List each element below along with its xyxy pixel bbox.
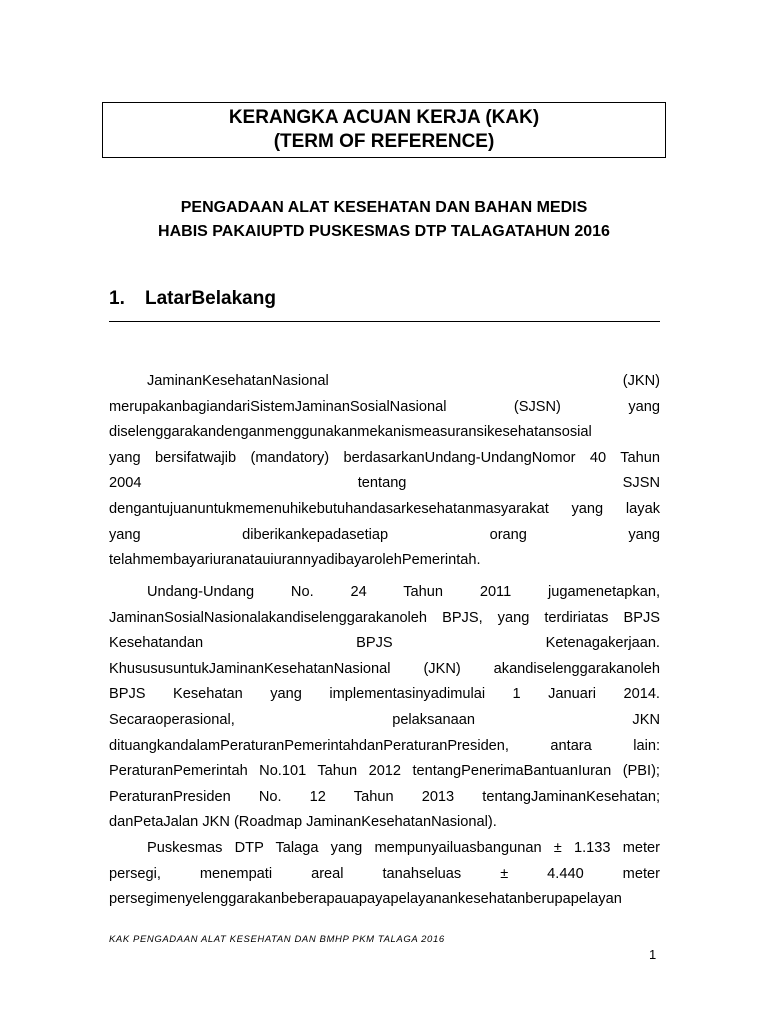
document-title-line-2: (TERM OF REFERENCE): [273, 131, 495, 152]
subtitle-line-1: PENGADAAN ALAT KESEHATAN DAN BAHAN MEDIS: [180, 199, 588, 216]
paragraph-line: persegi, menempati areal tanahseluas ± 4.440 meter: [109, 865, 660, 882]
paragraph-line: PeraturanPresiden No. 12 Tahun 2013 tentangJaminanKesehatan;: [109, 788, 660, 805]
paragraph-line: KhusususuntukJaminanKesehatanNasional (JKN) akandiselenggarakanoleh: [109, 660, 660, 677]
paragraph-line: telahmembayariuranatauiurannyadibayarolehPemerintah.: [109, 552, 481, 569]
paragraph-line: Undang-Undang No. 24 Tahun 2011 jugamenetapkan,: [147, 584, 660, 600]
footer-text: KAK PENGADAAN ALAT KESEHATAN DAN BMHP PKM TALAGA 2016: [109, 934, 445, 945]
paragraph-line: Secaraoperasional, pelaksanaan JKN: [109, 711, 660, 728]
section-title: LatarBelakang: [145, 288, 276, 309]
paragraph-line: danPetaJalan JKN (Roadmap JaminanKesehatanNasional).: [109, 814, 497, 831]
paragraph-line: Puskesmas DTP Talaga yang mempunyailuasbangunan ± 1.133 meter: [147, 839, 660, 856]
paragraph-line: dengantujuanuntukmemenuhikebutuhandasarkesehatanmasyarakat yang layak: [109, 500, 660, 517]
paragraph-line: JaminanKesehatanNasional (JKN): [147, 373, 660, 389]
paragraph-line: 2004 tentang SJSN: [109, 475, 660, 492]
document-title-box: [102, 102, 666, 158]
document-subtitle: [102, 196, 666, 244]
section-divider: [109, 321, 660, 322]
section-heading: [109, 286, 660, 312]
section-number: 1.: [109, 288, 125, 309]
paragraph-line: merupakanbagiandariSistemJaminanSosialNasional (SJSN) yang: [109, 398, 660, 415]
subtitle-line-2: HABIS PAKAIUPTD PUSKESMAS DTP TALAGATAHUN 2016: [158, 223, 610, 240]
paragraph-line: JaminanSosialNasionalakandiselenggarakanoleh BPJS, yang terdiriatas BPJS: [109, 609, 660, 626]
document-title-line-1: KERANGKA ACUAN KERJA (KAK): [228, 107, 540, 128]
paragraph-line: diselenggarakandenganmenggunakanmekanismeasuransikesehatansosial: [109, 424, 592, 441]
paragraph-2: [109, 580, 660, 913]
paragraph-line: yang diberikankepadasetiap orang yang: [109, 526, 660, 543]
paragraph-line: persegimenyelenggarakanbeberapauapayapelayanankesehatanberupapelayan: [109, 891, 622, 908]
paragraph-line: BPJS Kesehatan yang implementasinyadimulai 1 Januari 2014.: [109, 686, 660, 703]
paragraph-line: yang bersifatwajib (mandatory) berdasarkanUndang-UndangNomor 40 Tahun: [109, 449, 660, 466]
paragraph-1: [109, 369, 660, 574]
paragraph-line: PeraturanPemerintah No.101 Tahun 2012 tentangPenerimaBantuanIuran (PBI);: [109, 763, 660, 780]
page-number: 1: [649, 947, 657, 962]
paragraph-line: Kesehatandan BPJS Ketenagakerjaan.: [109, 635, 660, 652]
paragraph-line: dituangkandalamPeraturanPemerintahdanPeraturanPresiden, antara lain:: [109, 737, 660, 754]
